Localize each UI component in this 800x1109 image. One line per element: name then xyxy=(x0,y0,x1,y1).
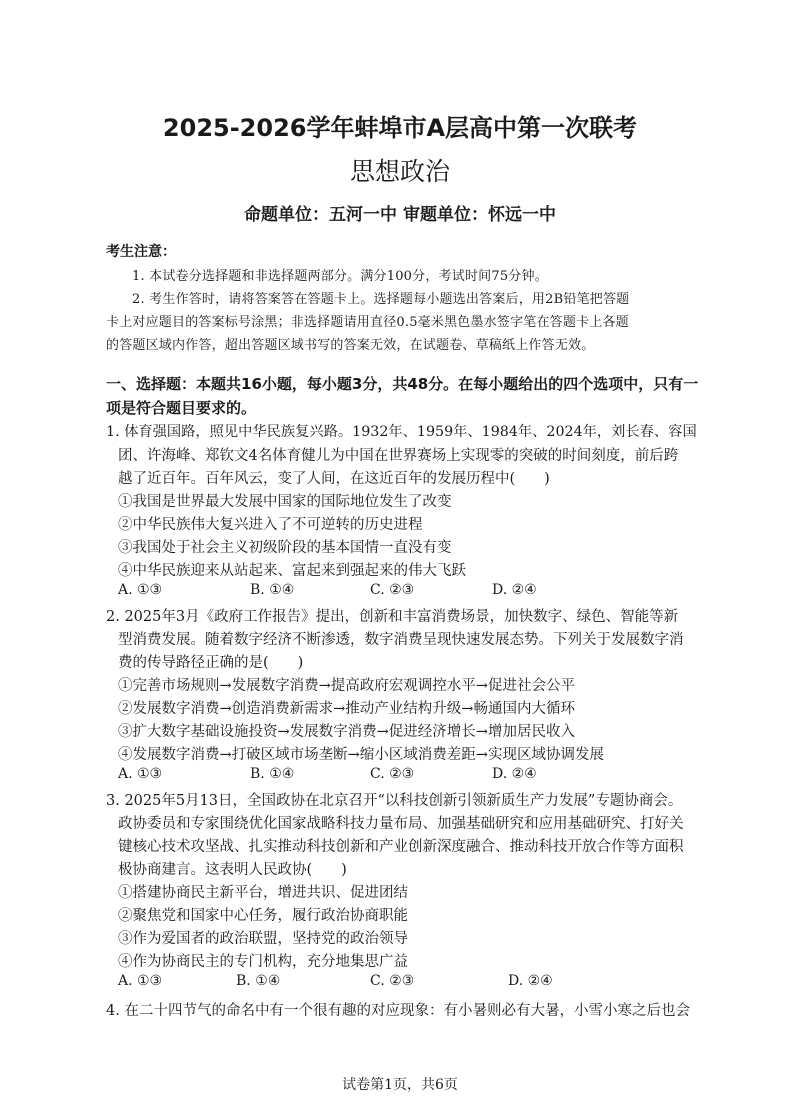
question-item: ②中华民族伟大复兴进入了不可逆转的历史进程 xyxy=(118,517,423,533)
question-item: ③扩大数字基础设施投资→发展数字消费→促进经济增长→增加居民收入 xyxy=(118,724,575,740)
exam-title: 2025-2026学年蚌埠市A层高中第一次联考 xyxy=(162,114,638,142)
question-stem: 越了近百年。百年风云，变了人间，在这近百年的发展历程中( ) xyxy=(118,471,550,487)
question-stem: 费的传导路径正确的是( ) xyxy=(118,655,304,671)
section-heading: 项是符合题目要求的。 xyxy=(106,399,257,417)
question-item: ②聚焦党和国家中心任务，履行政治协商职能 xyxy=(118,908,408,924)
subject-title: 思想政治 xyxy=(349,157,450,186)
question-stem: 3. 2025年5月13日，全国政协在北京召开“以科技创新引领新质生产力发展”专题协商会。 xyxy=(106,793,683,809)
question-stem: 型消费发展。随着数字经济不断渗透，数字消费呈现快速发展态势。下列关于发展数字消 xyxy=(118,632,684,648)
question-stem: 团、许海峰、郑钦文4名体育健儿为中国在世界赛场上实现零的突破的时间刻度，前后跨 xyxy=(118,448,679,464)
answer-option: B. ①④ xyxy=(236,973,281,989)
question-stem: 极协商建言。这表明人民政协( ) xyxy=(118,862,347,878)
question-stem: 1. 体育强国路，照见中华民族复兴路。1932年、1959年、1984年、2024年，刘长春、容国 xyxy=(106,424,697,440)
answer-option: C. ②③ xyxy=(370,973,415,989)
question-stem: 政协委员和专家围绕优化国家战略科技力量布局、加强基础研究和应用基础研究、打好关 xyxy=(118,816,684,832)
notice-line: 1. 本试卷分选择题和非选择题两部分。满分100分，考试时间75分钟。 xyxy=(132,269,548,284)
question-item: ①搭建协商民主新平台，增进共识、促进团结 xyxy=(118,885,408,901)
question-item: ④发展数字消费→打破区域市场垄断→缩小区域消费差距→实现区域协调发展 xyxy=(118,747,604,763)
answer-option: A. ①③ xyxy=(118,766,163,782)
question-stem: 2. 2025年3月《政府工作报告》提出，创新和丰富消费场景，加快数字、绿色、智能等新 xyxy=(106,609,679,625)
question-item: ④作为协商民主的专门机构，充分地集思广益 xyxy=(118,954,408,970)
answer-option: D. ②④ xyxy=(492,766,537,782)
section-heading: 一、选择题：本题共16小题，每小题3分，共48分。在每小题给出的四个选项中，只有一 xyxy=(106,375,699,393)
answer-option: D. ②④ xyxy=(492,582,537,598)
author-units: 命题单位：五河一中 审题单位：怀远一中 xyxy=(244,205,556,225)
question-item: ③我国处于社会主义初级阶段的基本国情一直没有变 xyxy=(118,540,452,556)
notice-line: 2. 考生作答时，请将答案答在答题卡上。选择题每小题选出答案后，用2B铅笔把答题 xyxy=(132,292,630,307)
question-item: ②发展数字消费→创造消费新需求→推动产业结构升级→畅通国内大循环 xyxy=(118,701,575,717)
notice-line: 卡上对应题目的答案标号涂黑；非选择题请用直径0.5毫米黑色墨水签字笔在答题卡上各题 xyxy=(106,315,629,330)
notice-line: 的答题区域内作答，超出答题区域书写的答案无效，在试题卷、草稿纸上作答无效。 xyxy=(106,338,595,353)
answer-option: C. ②③ xyxy=(370,766,415,782)
question-item: ③作为爱国者的政治联盟，坚持党的政治领导 xyxy=(118,931,408,947)
answer-option: A. ①③ xyxy=(118,973,163,989)
page-footer: 试卷第1页，共6页 xyxy=(342,1077,458,1093)
question-item: ①完善市场规则→发展数字消费→提高政府宏观调控水平→促进社会公平 xyxy=(118,678,575,694)
question-stem: 4. 在二十四节气的命名中有一个很有趣的对应现象：有小暑则必有大暑，小雪小寒之后也会 xyxy=(106,1003,690,1019)
question-stem: 键核心技术攻坚战、扎实推动科技创新和产业创新深度融合、推动科技开放合作等方面积 xyxy=(118,839,684,855)
answer-option: C. ②③ xyxy=(370,582,415,598)
question-item: ④中华民族迎来从站起来、富起来到强起来的伟大飞跃 xyxy=(118,563,466,579)
answer-option: D. ②④ xyxy=(508,973,553,989)
answer-option: B. ①④ xyxy=(250,766,295,782)
question-item: ①我国是世界最大发展中国家的国际地位发生了改变 xyxy=(118,494,452,510)
answer-option: A. ①③ xyxy=(118,582,163,598)
notice-heading: 考生注意： xyxy=(106,244,176,260)
answer-option: B. ①④ xyxy=(250,582,295,598)
